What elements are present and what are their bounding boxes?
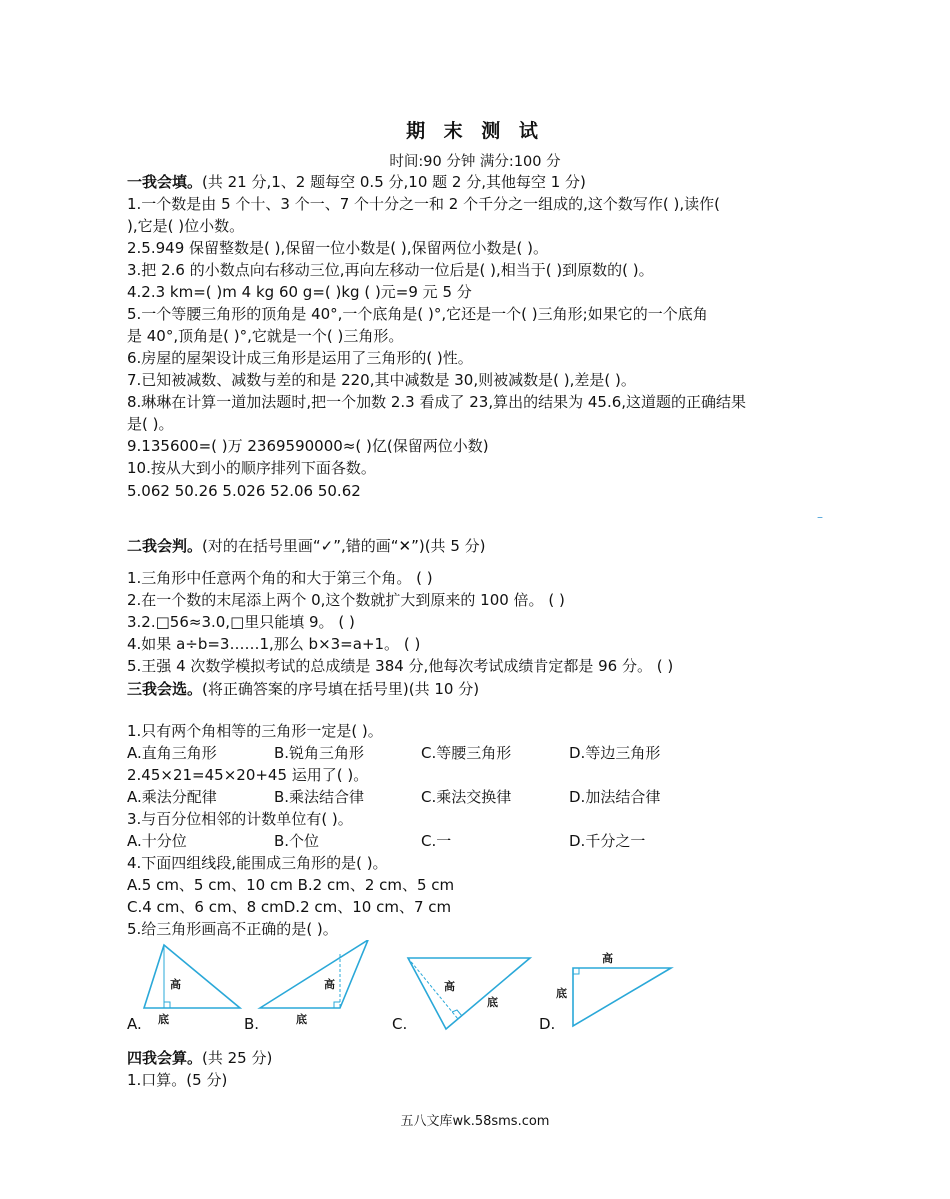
s3-q1-option-a: A.直角三角形 xyxy=(127,744,217,762)
s3-q3-option-c: C.一 xyxy=(421,832,452,850)
figure-c-label: C. xyxy=(392,1015,408,1033)
s3-q1: 1.只有两个角相等的三角形一定是( )。 xyxy=(127,722,383,740)
s4-q1: 1.口算。(5 分) xyxy=(127,1071,228,1089)
figure-d-label: D. xyxy=(539,1015,556,1033)
s1-line-10: 8.琳琳在计算一道加法题时,把一个加数 2.3 看成了 23,算出的结果为 45.6,这道题的正确结果 xyxy=(127,393,747,411)
section4-note: (共 25 分) xyxy=(202,1049,273,1067)
section3-title: 三我会选。 xyxy=(127,680,203,698)
s3-q4: 4.下面四组线段,能围成三角形的是( )。 xyxy=(127,854,388,872)
s3-q3-option-a: A.十分位 xyxy=(127,832,187,850)
section1-heading xyxy=(127,172,586,192)
section3-note: (将正确答案的序号填在括号里)(共 10 分) xyxy=(202,680,480,698)
s3-q1-option-d: D.等边三角形 xyxy=(569,744,661,762)
footer-brand: 五八文库 xyxy=(400,1114,453,1129)
triangle-c-height-label: 高 xyxy=(444,980,455,993)
s2-line-4: 4.如果 a÷b=3……1,那么 b×3=a+1。 ( ) xyxy=(127,635,421,653)
exam-info: 时间:90 分钟 满分:100 分 xyxy=(389,154,561,170)
s3-q3-option-d: D.千分之一 xyxy=(569,832,646,850)
s2-line-1: 1.三角形中任意两个角的和大于第三个角。 ( ) xyxy=(127,569,433,587)
section2-note: (对的在括号里画“✓”,错的画“✕”)(共 5 分) xyxy=(202,537,486,555)
s3-q2-option-c: C.乘法交换律 xyxy=(421,788,512,806)
section2-heading xyxy=(127,536,486,556)
s2-line-5: 5.王强 4 次数学模拟考试的总成绩是 384 分,他每次考试成绩肯定都是 96 分。 ( ) xyxy=(127,657,674,675)
triangle-a xyxy=(144,945,240,1026)
triangle-b xyxy=(260,940,368,1026)
s1-line-7: 是 40°,顶角是( )°,它就是一个( )三角形。 xyxy=(127,327,404,345)
section2-title: 二我会判。 xyxy=(127,537,203,555)
s3-q2-option-b: B.乘法结合律 xyxy=(274,788,365,806)
s3-q1-option-c: C.等腰三角形 xyxy=(421,744,512,762)
s1-line-3: 2.5.949 保留整数是( ),保留一位小数是( ),保留两位小数是( )。 xyxy=(127,239,548,257)
s1-line-11: 是( )。 xyxy=(127,415,174,433)
triangle-d xyxy=(556,951,671,1026)
s1-line-5: 4.2.3 km=( )m 4 kg 60 g=( )kg ( )元=9 元 5 分 xyxy=(127,283,472,301)
section1-note: (共 21 分,1、2 题每空 0.5 分,10 题 2 分,其他每空 1 分) xyxy=(202,173,586,191)
section4-heading xyxy=(127,1048,272,1068)
s3-q4-options-2: C.4 cm、6 cm、8 cmD.2 cm、10 cm、7 cm xyxy=(127,898,452,916)
figure-a-label: A. xyxy=(127,1015,142,1033)
s1-line-13: 10.按从大到小的顺序排列下面各数。 xyxy=(127,459,376,477)
s1-line-6: 5.一个等腰三角形的顶角是 40°,一个底角是( )°,它还是一个( )三角形;如果它的一个底角 xyxy=(127,305,708,323)
triangle-c-base-label: 底 xyxy=(487,996,498,1009)
s1-line-14: 5.062 50.26 5.026 52.06 50.62 xyxy=(127,482,361,500)
s3-q5: 5.给三角形画高不正确的是( )。 xyxy=(127,920,338,938)
triangle-d-height-label: 高 xyxy=(602,952,613,965)
s1-line-8: 6.房屋的屋架设计成三角形是运用了三角形的( )性。 xyxy=(127,349,473,367)
section3-heading xyxy=(127,679,479,699)
section1-title: 一我会填。 xyxy=(127,173,203,191)
footer-url[interactable]: wk.58sms.com xyxy=(452,1114,550,1129)
page-title: 期 末 测 试 xyxy=(406,120,544,142)
triangle-a-base-label: 底 xyxy=(158,1013,169,1026)
triangle-b-height-label: 高 xyxy=(324,978,335,991)
s3-q3-option-b: B.个位 xyxy=(274,832,320,850)
s3-q4-options-1: A.5 cm、5 cm、10 cm B.2 cm、2 cm、5 cm xyxy=(127,876,455,894)
s3-q1-option-b: B.锐角三角形 xyxy=(274,744,365,762)
s3-q2-option-d: D.加法结合律 xyxy=(569,788,661,806)
triangle-c xyxy=(408,958,530,1029)
s3-q2-option-a: A.乘法分配律 xyxy=(127,788,217,806)
stray-mark: – xyxy=(817,510,823,524)
s1-line-1: 1.一个数是由 5 个十、3 个一、7 个十分之一和 2 个千分之一组成的,这个数写作( ),读作( xyxy=(127,195,720,213)
s3-q3: 3.与百分位相邻的计数单位有( )。 xyxy=(127,810,353,828)
triangle-a-height-label: 高 xyxy=(170,978,181,991)
triangle-d-base-label: 底 xyxy=(556,987,567,1000)
triangle-b-base-label: 底 xyxy=(296,1013,307,1026)
s2-line-3: 3.2.□56≈3.0,□里只能填 9。 ( ) xyxy=(127,613,355,631)
s1-line-9: 7.已知被减数、减数与差的和是 220,其中减数是 30,则被减数是( ),差是( )。 xyxy=(127,371,636,389)
triangle-figures xyxy=(130,940,690,1040)
footer xyxy=(0,1110,950,1129)
s3-q2: 2.45×21=45×20+45 运用了( )。 xyxy=(127,766,369,784)
s1-line-2: ),它是( )位小数。 xyxy=(127,217,245,235)
section4-title: 四我会算。 xyxy=(127,1049,203,1067)
figure-b-label: B. xyxy=(244,1015,260,1033)
s1-line-4: 3.把 2.6 的小数点向右移动三位,再向左移动一位后是( ),相当于( )到原数的( )。 xyxy=(127,261,654,279)
s2-line-2: 2.在一个数的末尾添上两个 0,这个数就扩大到原来的 100 倍。 ( ) xyxy=(127,591,565,609)
s1-line-12: 9.135600=( )万 2369590000≈( )亿(保留两位小数) xyxy=(127,437,489,455)
